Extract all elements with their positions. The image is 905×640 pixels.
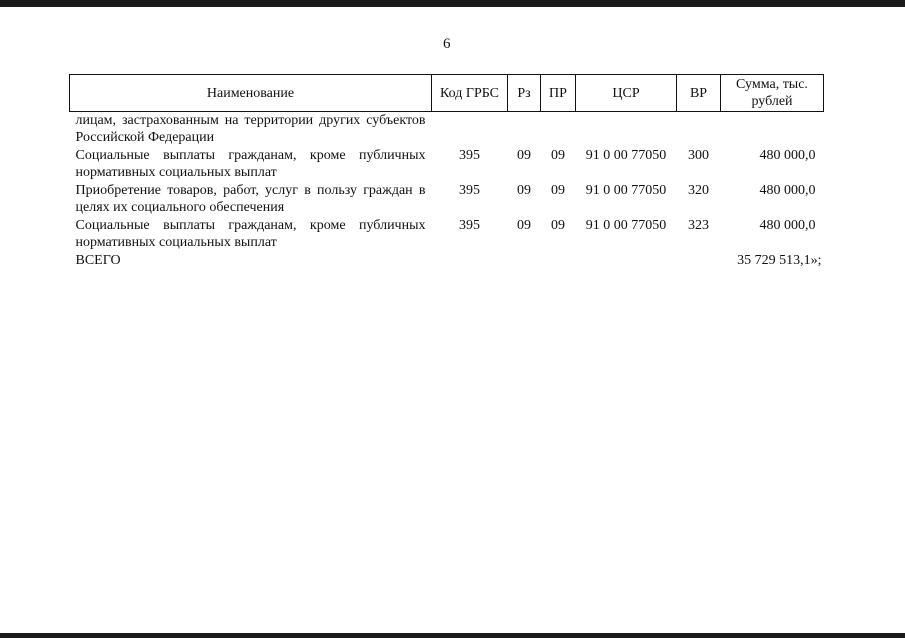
row-csr xyxy=(576,112,677,148)
row-name: Социальные выплаты гражданам, кроме публичных нормативных социальных выплат xyxy=(75,218,426,250)
table-row xyxy=(70,182,824,217)
row-name: Приобретение товаров, работ, услуг в пользу граждан в целях их социального обеспечения xyxy=(75,183,426,215)
row-sum xyxy=(721,112,824,148)
table-row xyxy=(70,147,824,182)
table-row xyxy=(70,112,824,148)
row-csr: 91 0 00 77050 xyxy=(585,148,667,163)
header-pr: ПР xyxy=(541,75,576,112)
row-pr: 09 xyxy=(551,183,565,198)
row-grbs: 395 xyxy=(459,218,480,233)
header-csr: ЦСР xyxy=(576,75,677,112)
header-grbs: Код ГРБС xyxy=(432,75,508,112)
row-rz: 09 xyxy=(517,148,531,163)
row-rz: 09 xyxy=(517,218,531,233)
header-rz: Рз xyxy=(508,75,541,112)
page-number: 6 xyxy=(443,36,451,52)
row-pr: 09 xyxy=(551,218,565,233)
row-vr: 300 xyxy=(688,148,709,163)
total-label: ВСЕГО xyxy=(75,253,121,268)
row-vr: 323 xyxy=(688,218,709,233)
row-csr: 91 0 00 77050 xyxy=(585,183,667,198)
row-sum: 480 000,0 xyxy=(759,183,816,198)
total-sum: 35 729 513,1»; xyxy=(737,253,822,268)
row-sum: 480 000,0 xyxy=(759,218,816,233)
table-header-row xyxy=(70,75,824,112)
row-pr xyxy=(541,112,576,148)
row-pr: 09 xyxy=(551,148,565,163)
row-rz xyxy=(508,112,541,148)
header-name: Наименование xyxy=(70,75,432,112)
total-row xyxy=(70,252,824,269)
row-vr xyxy=(677,112,721,148)
table-row xyxy=(70,217,824,252)
header-vr: ВР xyxy=(677,75,721,112)
row-name: Социальные выплаты гражданам, кроме публичных нормативных социальных выплат xyxy=(75,148,426,180)
row-grbs: 395 xyxy=(459,183,480,198)
row-name: лицам, застрахованным на территории других субъектов Российской Федерации xyxy=(75,113,426,145)
row-sum: 480 000,0 xyxy=(759,148,816,163)
row-rz: 09 xyxy=(517,183,531,198)
budget-table xyxy=(69,74,824,269)
row-vr: 320 xyxy=(688,183,709,198)
header-sum: Сумма, тыс. рублей xyxy=(721,75,824,112)
top-border-line xyxy=(0,0,905,7)
bottom-border-line xyxy=(0,633,905,638)
row-grbs: 395 xyxy=(459,148,480,163)
row-grbs xyxy=(432,112,508,148)
row-csr: 91 0 00 77050 xyxy=(585,218,667,233)
